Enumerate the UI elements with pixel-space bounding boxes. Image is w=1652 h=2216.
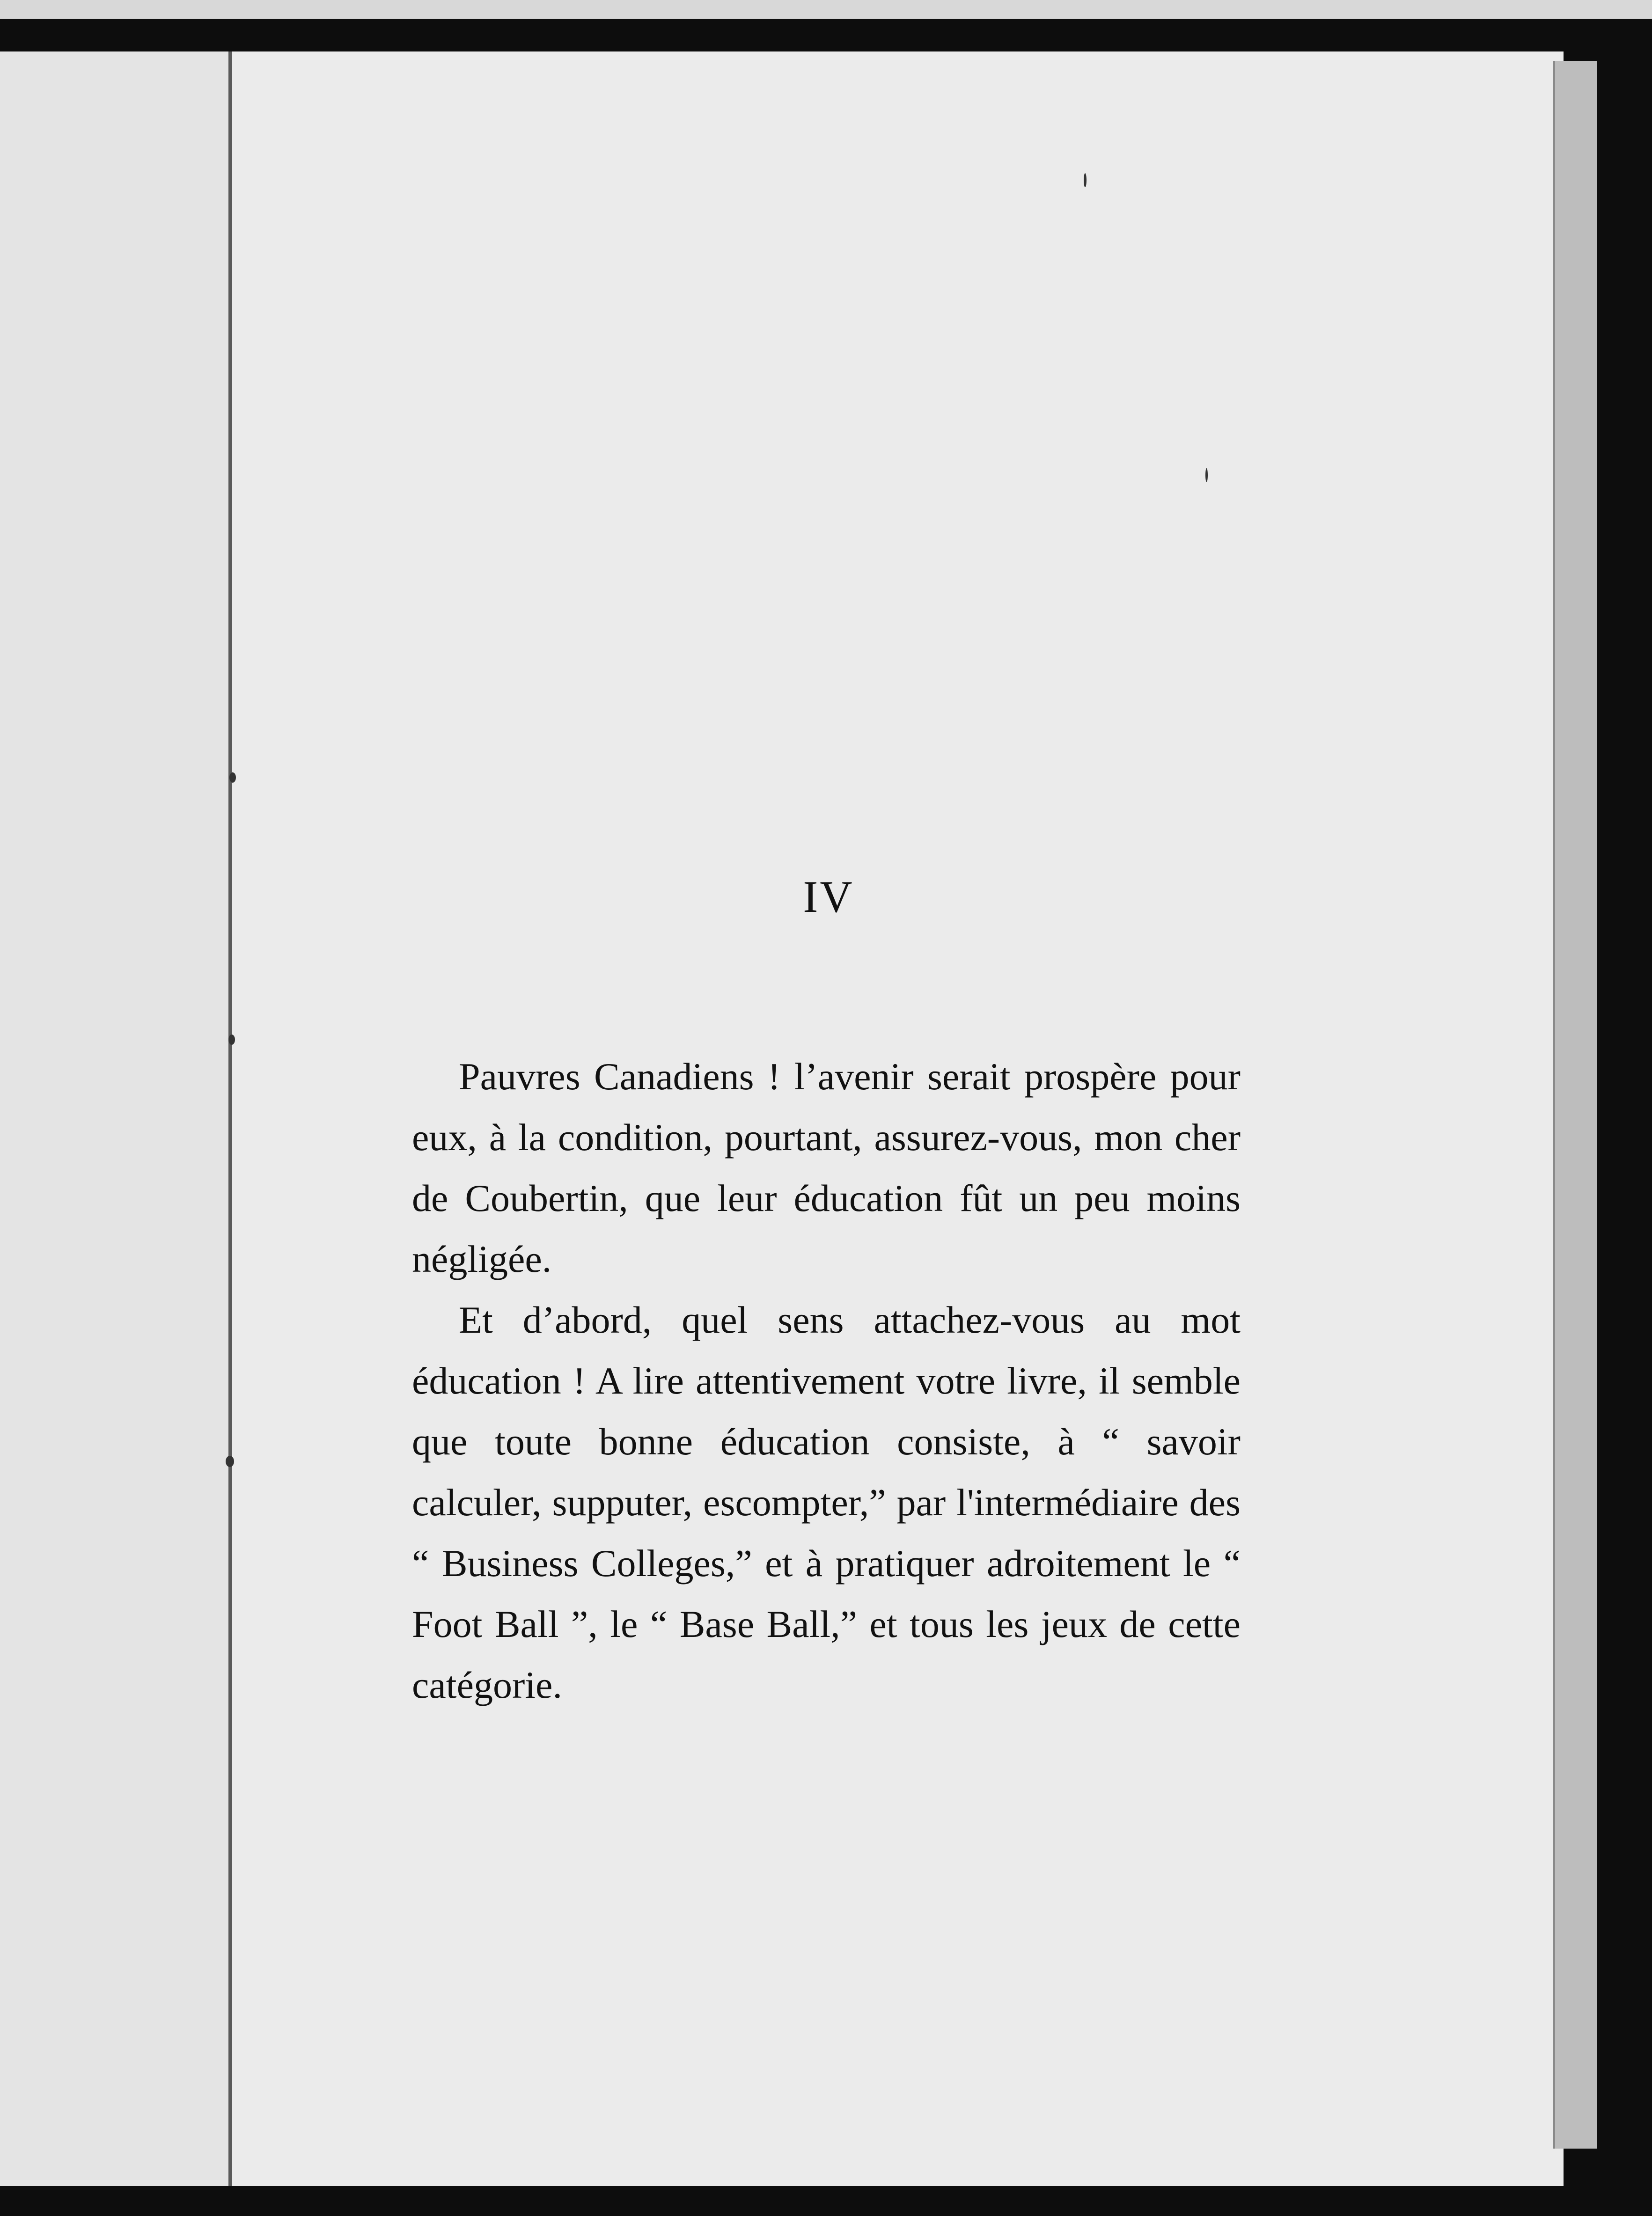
paragraph: Pauvres Canadiens ! l’avenir serait prospère pour eux, à la condition, pourtant, assurez-vous, mon cher de Coubertin, que leur éducation fût un peu moins négligée. — [412, 1055, 1241, 1280]
scan-speck — [1084, 173, 1087, 187]
scan-dark-band — [0, 19, 1652, 51]
page-gutter — [228, 51, 232, 2186]
scan-speck — [226, 1456, 234, 1467]
scan-bottom-border — [0, 2186, 1652, 2216]
chapter-number: IV — [803, 872, 854, 922]
scan-top-border — [0, 0, 1652, 19]
page-edge-shadow — [1553, 61, 1597, 2149]
scan-speck — [228, 1035, 235, 1045]
paragraph: Et d’abord, quel sens attachez-vous au mot éducation ! A lire attentivement votre livre, il semble que toute bonne éducation consiste, à “ savoir calculer, supputer, escompter,” par l'intermédiaire des “ Business Colleges,” et à pratiquer adroitement le “ Foot Ball ”, le “ Base Ball,” et tous les jeux de cette catégorie. — [412, 1299, 1241, 1706]
scan-speck — [1205, 468, 1208, 482]
body-text — [412, 1046, 1241, 1716]
left-facing-leaf — [0, 51, 228, 2186]
scan-speck — [229, 772, 236, 783]
